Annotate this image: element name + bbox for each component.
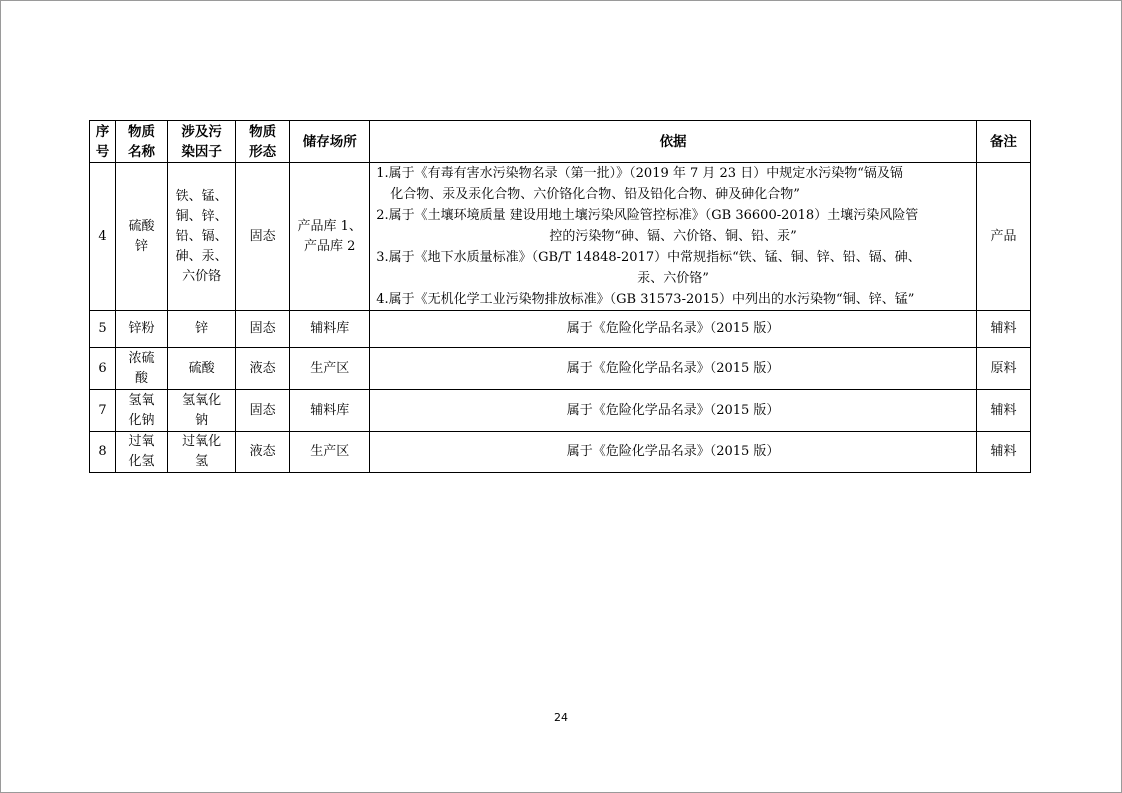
table-row [90,432,1031,473]
cell-factor: 锌 [168,311,236,348]
cell-name: 氢氧 化钠 [116,390,168,432]
basis-line: 汞、六价铬” [637,271,709,286]
cell-remark: 产品 [976,163,1030,311]
cell-basis [370,163,977,311]
cell-factor: 过氧化 氢 [168,432,236,473]
cell-basis: 属于《危险化学品名录》（2015 版） [370,432,977,473]
cell-form: 固态 [236,390,290,432]
cell-no: 8 [90,432,116,473]
cell-no: 6 [90,348,116,390]
table-header-row [90,121,1031,163]
header-no: 序 号 [90,121,116,163]
cell-name: 浓硫 酸 [116,348,168,390]
cell-storage: 产品库 1、 产品库 2 [290,163,370,311]
basis-line: 化合物、汞及汞化合物、六价铬化合物、铅及铅化合物、砷及砷化合物” [390,187,800,202]
table-row [90,311,1031,348]
header-name: 物质 名称 [116,121,168,163]
cell-no: 5 [90,311,116,348]
header-form: 物质 形态 [236,121,290,163]
basis-line: 2.属于《土壤环境质量 建设用地土壤污染风险管控标准》（GB 36600-2018）土壤污染风险管 [376,208,919,223]
header-basis: 依据 [370,121,977,163]
basis-line: 4.属于《无机化学工业污染物排放标准》（GB 31573-2015）中列出的水污染物“铜、锌、锰” [376,292,915,307]
cell-form: 液态 [236,432,290,473]
table-row [90,390,1031,432]
header-factor: 涉及污 染因子 [168,121,236,163]
cell-no: 4 [90,163,116,311]
cell-factor: 硫酸 [168,348,236,390]
basis-line: 1.属于《有毒有害水污染物名录（第一批）》（2019 年 7 月 23 日）中规定水污染物“镉及镉 [376,166,903,181]
cell-remark: 辅料 [976,311,1030,348]
cell-form: 液态 [236,348,290,390]
cell-factor: 铁、锰、 铜、锌、 铅、镉、 砷、汞、 六价铬 [168,163,236,311]
page-number: 24 [554,711,568,724]
cell-basis: 属于《危险化学品名录》（2015 版） [370,311,977,348]
cell-name: 硫酸 锌 [116,163,168,311]
substance-table [89,120,1031,473]
cell-remark: 辅料 [976,390,1030,432]
cell-storage: 生产区 [290,348,370,390]
cell-basis: 属于《危险化学品名录》（2015 版） [370,348,977,390]
cell-remark: 辅料 [976,432,1030,473]
table-row [90,163,1031,311]
cell-storage: 生产区 [290,432,370,473]
cell-remark: 原料 [976,348,1030,390]
cell-form: 固态 [236,163,290,311]
cell-storage: 辅料库 [290,311,370,348]
basis-line: 3.属于《地下水质量标准》（GB/T 14848-2017）中常规指标“铁、锰、铜、锌、铅、镉、砷、 [376,250,921,265]
cell-basis: 属于《危险化学品名录》（2015 版） [370,390,977,432]
cell-no: 7 [90,390,116,432]
cell-name: 过氧 化氢 [116,432,168,473]
cell-form: 固态 [236,311,290,348]
table-row [90,348,1031,390]
cell-name: 锌粉 [116,311,168,348]
cell-storage: 辅料库 [290,390,370,432]
header-remark: 备注 [976,121,1030,163]
basis-line: 控的污染物“砷、镉、六价铬、铜、铅、汞” [549,229,797,244]
cell-factor: 氢氧化 钠 [168,390,236,432]
header-storage: 储存场所 [290,121,370,163]
